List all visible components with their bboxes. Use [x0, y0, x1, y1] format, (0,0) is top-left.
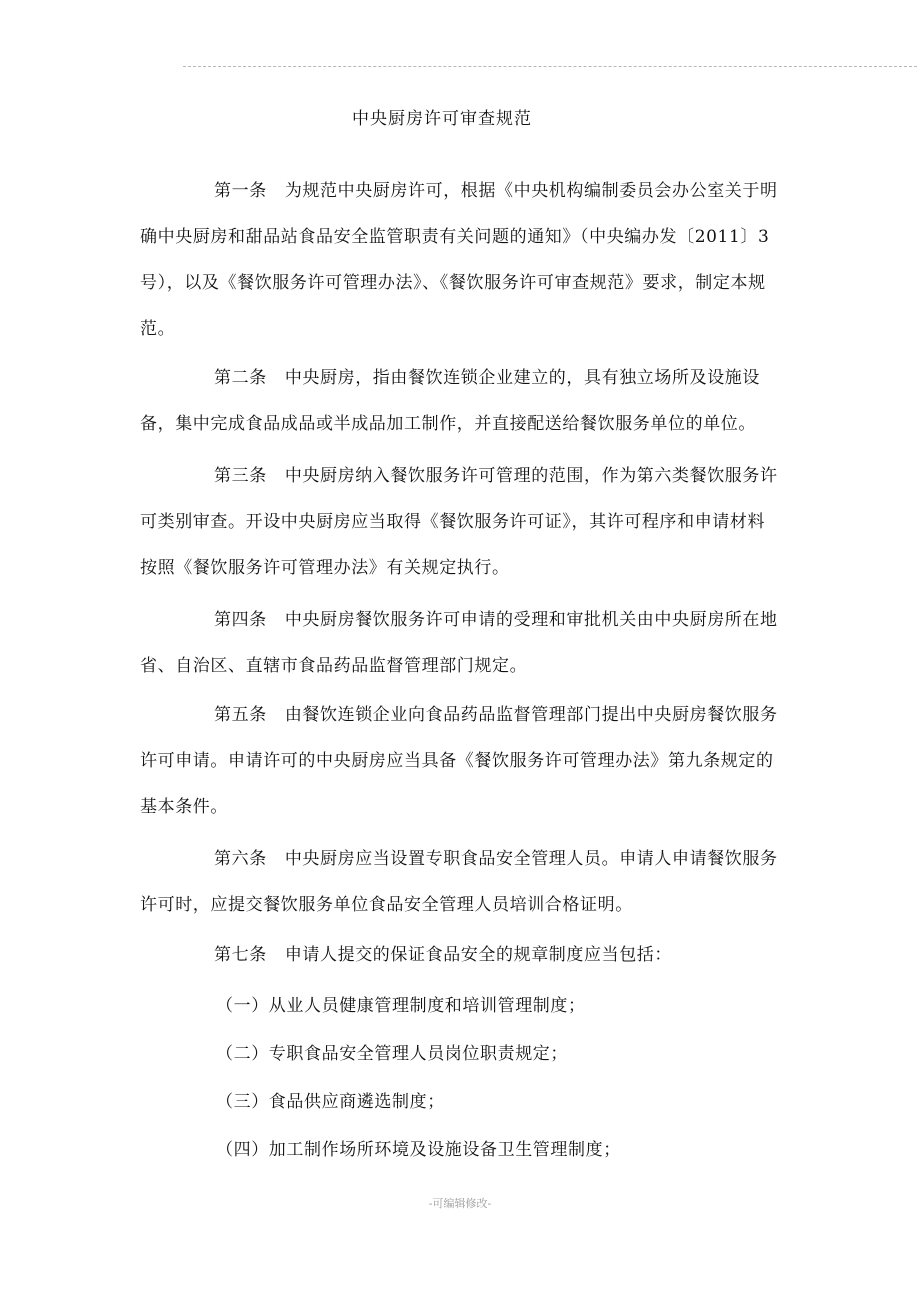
list-item: （二）专职食品安全管理人员岗位职责规定；: [216, 1044, 568, 1064]
article-4: [140, 597, 780, 689]
article-text: 中央厨房纳入餐饮服务许可管理的范围，作为第六类餐饮服务许可类别审查。开设中央厨房应当取得《餐饮服务许可证》，其许可程序和申请材料按照《餐饮服务许可管理办法》有关规定执行。: [140, 466, 778, 578]
article-text: 由餐饮连锁企业向食品药品监督管理部门提出中央厨房餐饮服务许可申请。申请许可的中央厨房应当具备《餐饮服务许可管理办法》第九条规定的基本条件。: [140, 705, 778, 817]
article-heading: 第二条: [214, 368, 267, 388]
list-item: （四）加工制作场所环境及设施设备卫生管理制度；: [216, 1140, 621, 1160]
article-3: [140, 453, 780, 591]
article-heading: 第六条: [214, 849, 267, 869]
document-title: 中央厨房许可审查规范: [352, 109, 532, 129]
article-heading: 第四条: [214, 610, 267, 630]
header-rule: [183, 66, 917, 67]
article-text: 中央厨房，指由餐饮连锁企业建立的，具有独立场所及设施设备，集中完成食品成品或半成品加工制作，并直接配送给餐饮服务单位的单位。: [140, 368, 761, 434]
article-5: [140, 692, 780, 830]
article-text: 中央厨房餐饮服务许可申请的受理和审批机关由中央厨房所在地省、自治区、直辖市食品药品监督管理部门规定。: [140, 610, 778, 676]
list-item: （三）食品供应商遴选制度；: [216, 1092, 445, 1112]
article-heading: 第七条: [214, 945, 267, 965]
article-text: 申请人提交的保证食品安全的规章制度应当包括：: [284, 945, 673, 965]
article-text: 为规范中央厨房许可，根据《中央机构编制委员会办公室关于明确中央厨房和甜品站食品安全监管职责有关问题的通知》（中央编办发〔2011〕3号），以及《餐饮服务许可管理办法》、《餐饮服务许可审查规范》要求，制定本规范。: [140, 181, 778, 339]
article-6: [140, 836, 780, 928]
article-heading: 第一条: [214, 181, 267, 201]
article-2: [140, 355, 780, 447]
list-item: （一）从业人员健康管理制度和培训管理制度；: [216, 996, 586, 1016]
article-heading: 第五条: [214, 705, 267, 725]
article-heading: 第三条: [214, 466, 267, 486]
page-footer: -可编辑修改-: [428, 1197, 492, 1210]
article-text: 中央厨房应当设置专职食品安全管理人员。申请人申请餐饮服务许可时，应提交餐饮服务单位食品安全管理人员培训合格证明。: [140, 849, 778, 915]
article-7: [140, 932, 780, 978]
article-1: [140, 168, 780, 352]
